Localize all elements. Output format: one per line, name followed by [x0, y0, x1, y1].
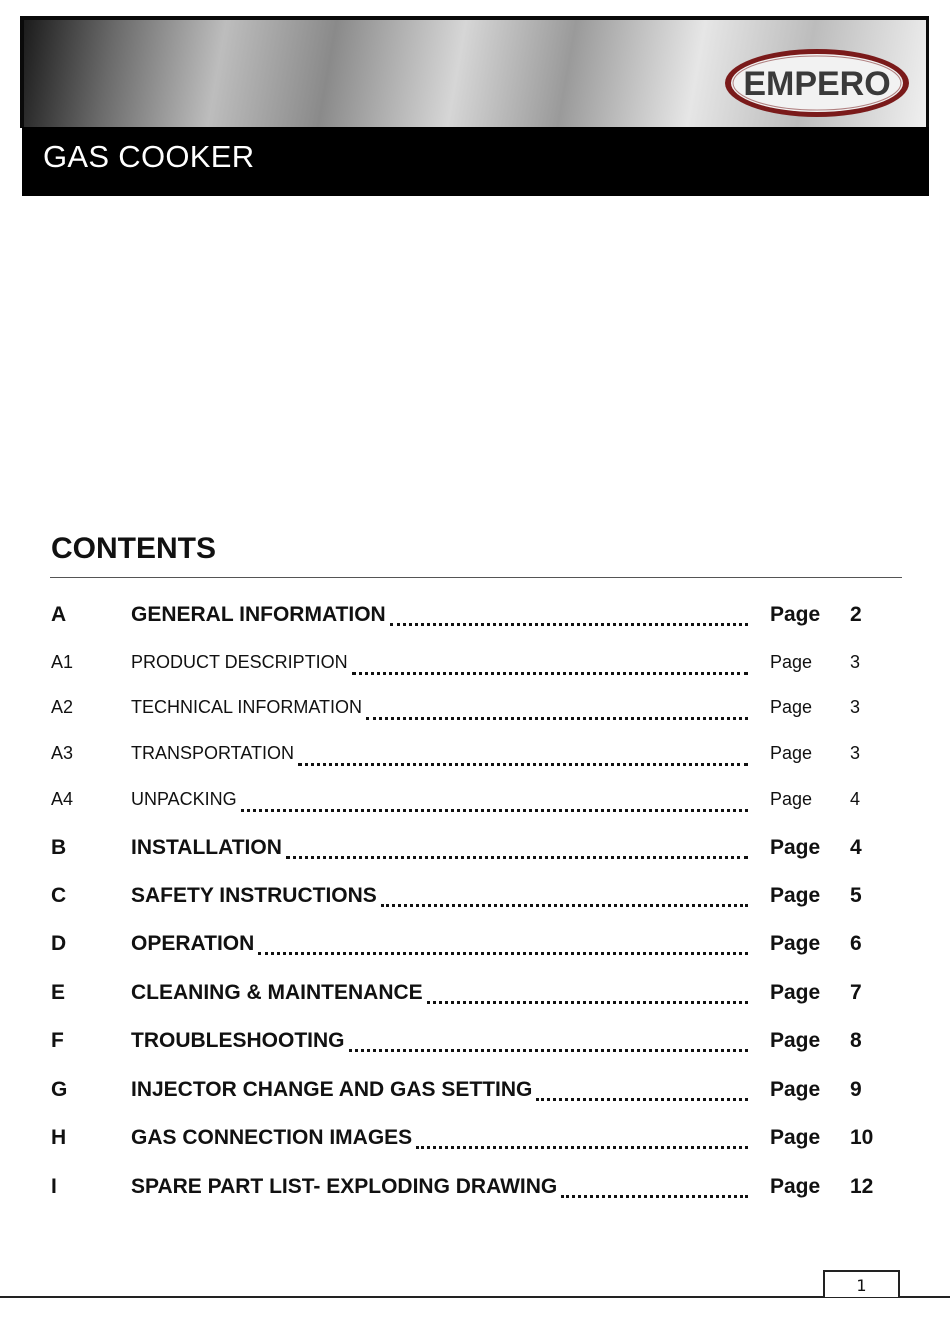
toc-dot-leader	[416, 1134, 748, 1149]
toc-page-number: 4	[850, 789, 861, 809]
toc-entry[interactable]	[0, 1029, 950, 1059]
toc-entry-code: B	[51, 836, 67, 859]
toc-entry-title: TECHNICAL INFORMATION	[131, 697, 363, 717]
toc-page-number: 2	[850, 603, 862, 626]
toc-dot-leader	[352, 660, 748, 675]
toc-dot-leader	[258, 940, 748, 955]
toc-entry[interactable]	[0, 1078, 950, 1108]
toc-entry[interactable]	[0, 1126, 950, 1156]
toc-entry-title: TRANSPORTATION	[131, 743, 295, 763]
toc-page-label: Page	[770, 884, 821, 907]
contents-heading: CONTENTS	[51, 532, 216, 565]
toc-page-label: Page	[770, 1078, 821, 1101]
toc-entry-code: A2	[51, 697, 74, 717]
toc-page-label: Page	[770, 789, 813, 809]
brand-text: EMPERO	[743, 65, 891, 103]
toc-page-number: 12	[850, 1175, 874, 1198]
toc-dot-leader	[536, 1086, 748, 1101]
contents-divider	[50, 577, 902, 578]
toc-entry-title: CLEANING & MAINTENANCE	[131, 981, 423, 1004]
toc-entry[interactable]	[0, 697, 950, 727]
footer-divider	[0, 1296, 950, 1298]
toc-dot-leader	[381, 892, 748, 907]
toc-entry-title: INJECTOR CHANGE AND GAS SETTING	[131, 1078, 533, 1101]
document-title: GAS COOKER	[43, 139, 255, 174]
toc-page-label: Page	[770, 836, 821, 859]
toc-entry-code: D	[51, 932, 67, 955]
toc-dot-leader	[427, 989, 748, 1004]
title-bar	[22, 127, 929, 196]
toc-page-number: 3	[850, 697, 861, 717]
toc-page-label: Page	[770, 603, 821, 626]
toc-entry-code: A3	[51, 743, 74, 763]
empero-logo	[722, 46, 912, 120]
toc-page-label: Page	[770, 743, 813, 763]
toc-entry[interactable]	[0, 981, 950, 1011]
toc-entry-code: G	[51, 1078, 68, 1101]
toc-entry[interactable]	[0, 743, 950, 773]
toc-dot-leader	[298, 751, 748, 766]
toc-page-number: 9	[850, 1078, 862, 1101]
toc-entry[interactable]	[0, 884, 950, 914]
toc-entry[interactable]	[0, 932, 950, 962]
toc-entry[interactable]	[0, 836, 950, 866]
toc-entry-code: C	[51, 884, 67, 907]
toc-page-number: 5	[850, 884, 862, 907]
toc-page-number: 3	[850, 743, 861, 763]
toc-entry-code: A	[51, 603, 67, 626]
toc-entry[interactable]	[0, 603, 950, 633]
toc-dot-leader	[390, 611, 748, 626]
header-banner	[20, 16, 929, 128]
toc-page-number: 10	[850, 1126, 874, 1149]
page-number: 1	[823, 1270, 900, 1297]
toc-dot-leader	[349, 1037, 748, 1052]
toc-page-number: 7	[850, 981, 862, 1004]
toc-dot-leader	[366, 705, 748, 720]
toc-entry-code: F	[51, 1029, 64, 1052]
toc-entry-title: SPARE PART LIST- EXPLODING DRAWING	[131, 1175, 558, 1198]
toc-entry-title: SAFETY INSTRUCTIONS	[131, 884, 377, 907]
toc-entry-code: E	[51, 981, 66, 1004]
toc-entry-title: UNPACKING	[131, 789, 237, 809]
toc-page-number: 8	[850, 1029, 862, 1052]
toc-entry-code: A1	[51, 652, 74, 672]
toc-entry-title: GENERAL INFORMATION	[131, 603, 386, 626]
toc-page-label: Page	[770, 1175, 821, 1198]
toc-entry-code: A4	[51, 789, 74, 809]
toc-entry-title: PRODUCT DESCRIPTION	[131, 652, 348, 672]
toc-dot-leader	[286, 844, 748, 859]
toc-entry[interactable]	[0, 789, 950, 819]
toc-page-number: 6	[850, 932, 862, 955]
toc-page-label: Page	[770, 981, 821, 1004]
toc-entry-title: OPERATION	[131, 932, 255, 955]
toc-page-label: Page	[770, 697, 813, 717]
toc-page-number: 3	[850, 652, 861, 672]
toc-dot-leader	[241, 797, 748, 812]
toc-page-number: 4	[850, 836, 862, 859]
toc-entry-code: I	[51, 1175, 57, 1198]
toc-entry-code: H	[51, 1126, 67, 1149]
toc-page-label: Page	[770, 652, 813, 672]
toc-entry[interactable]	[0, 1175, 950, 1205]
toc-entry[interactable]	[0, 652, 950, 682]
toc-entry-title: GAS CONNECTION IMAGES	[131, 1126, 413, 1149]
toc-dot-leader	[561, 1183, 748, 1198]
toc-entry-title: TROUBLESHOOTING	[131, 1029, 345, 1052]
toc-entry-title: INSTALLATION	[131, 836, 282, 859]
toc-page-label: Page	[770, 1029, 821, 1052]
toc-page-label: Page	[770, 932, 821, 955]
toc-page-label: Page	[770, 1126, 821, 1149]
